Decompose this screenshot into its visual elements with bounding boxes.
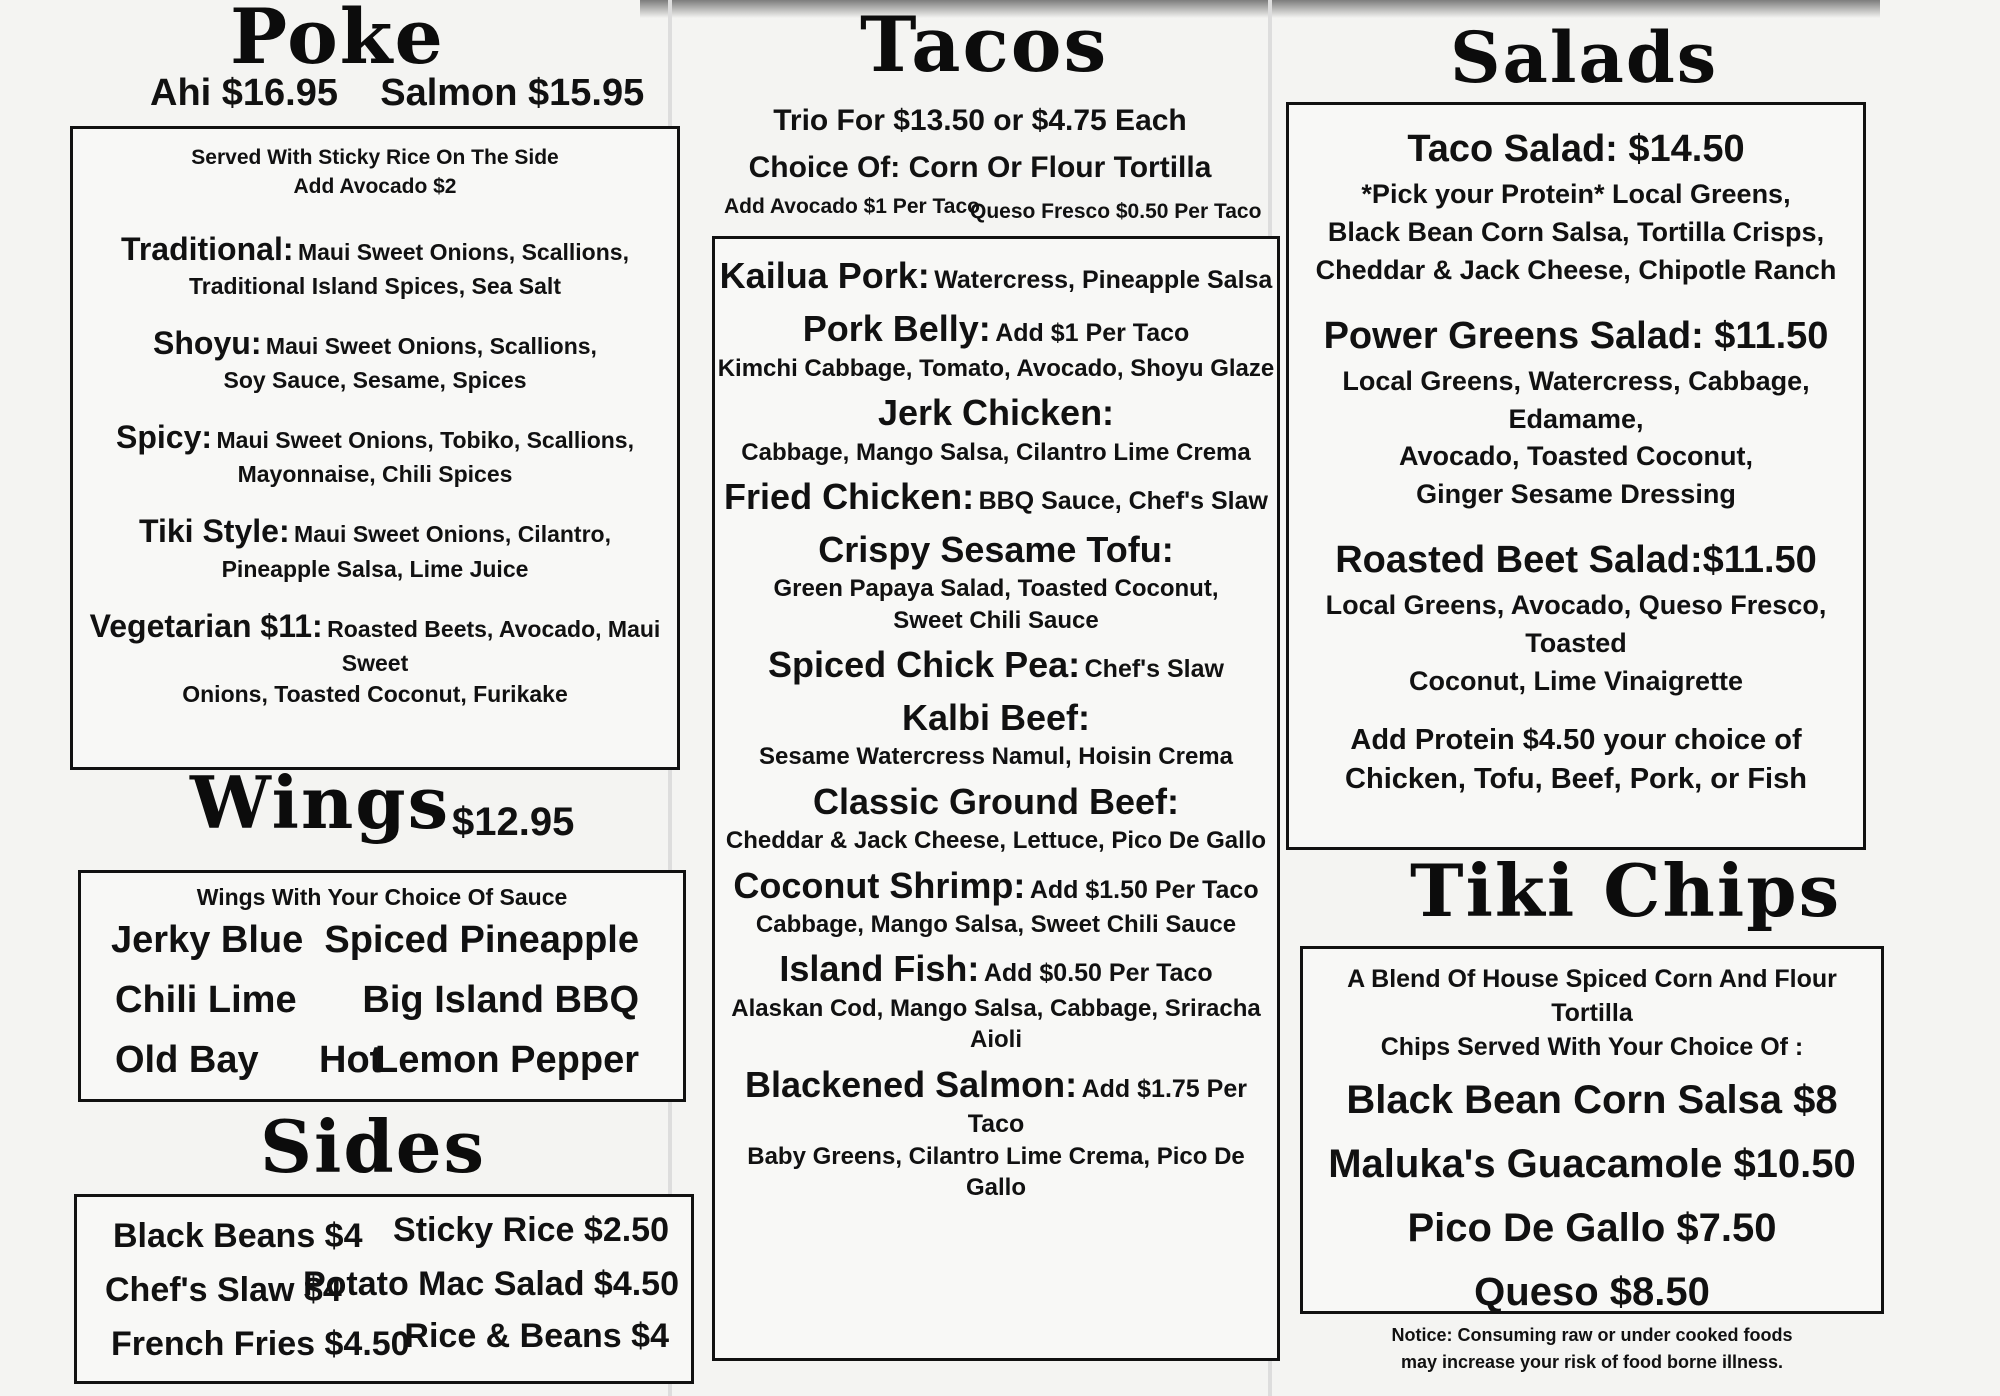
poke-item-desc-2: Onions, Toasted Coconut, Furikake — [182, 680, 568, 707]
taco-item-name: Jerk Chicken: — [877, 391, 1115, 433]
chip-option: Queso $8.50 — [1474, 1270, 1710, 1315]
salad-items — [1289, 105, 1863, 701]
tacos-tortilla: Choice Of: Corn Or Flour Tortilla — [748, 150, 1212, 184]
sauce-spiced-pineapple: Spiced Pineapple — [324, 919, 639, 962]
poke-item-desc-2: Mayonnaise, Chili Spices — [237, 461, 513, 488]
taco-item-name: Kalbi Beef: — [901, 696, 1091, 738]
salad-item-desc: Ginger Sesame Dressing — [1416, 479, 1736, 510]
poke-box — [70, 126, 680, 770]
tacos-addon-avocado: Add Avocado $1 Per Taco — [724, 195, 980, 218]
poke-item-desc: Maui Sweet Onions, Scallions, — [265, 333, 597, 360]
taco-item-line — [715, 695, 1277, 742]
salad-item-desc: Local Greens, Avocado, Queso Fresco, Toasted — [1325, 590, 1827, 658]
taco-item-name: Spiced Chick Pea: — [768, 643, 1081, 685]
side-sticky-rice: Sticky Rice $2.50 — [393, 1211, 669, 1249]
food-notice — [1300, 1322, 1884, 1376]
poke-item-desc-2: Soy Sauce, Sesame, Spices — [223, 367, 527, 394]
taco-item-desc: Baby Greens, Cilantro Lime Crema, Pico De Gallo — [747, 1142, 1245, 1202]
chips-title: Tiki Chips — [1410, 848, 1842, 933]
taco-item-extra: Add $0.50 Per Taco — [983, 959, 1213, 988]
sides-title: Sides — [260, 1104, 487, 1189]
poke-item-line — [73, 605, 677, 679]
taco-items — [715, 239, 1277, 1203]
poke-item — [73, 605, 677, 710]
taco-item — [715, 527, 1277, 636]
taco-item-desc: Cabbage, Mango Salsa, Sweet Chili Sauce — [755, 911, 1237, 939]
poke-item-desc: Maui Sweet Onions, Cilantro, — [294, 521, 611, 548]
taco-item — [715, 306, 1277, 384]
salad-item-name: Taco Salad: $14.50 — [1407, 128, 1745, 170]
salad-item — [1289, 310, 1863, 514]
wings-sauces — [81, 913, 683, 1093]
salad-item-desc: Black Bean Corn Salsa, Tortilla Crisps, — [1327, 216, 1825, 247]
poke-item — [73, 510, 677, 584]
tacos-title: Tacos — [860, 0, 1109, 89]
taco-item-line — [715, 527, 1277, 574]
taco-item-desc: Green Papaya Salad, Toasted Coconut, — [773, 575, 1219, 603]
chips-intro — [1303, 963, 1881, 1064]
protein-line-2: Chicken, Tofu, Beef, Pork, or Fish — [1345, 762, 1807, 795]
taco-item-line — [715, 642, 1277, 689]
taco-item-line — [715, 1062, 1277, 1141]
taco-item-desc: Cabbage, Mango Salsa, Cilantro Lime Crema — [741, 438, 1251, 466]
taco-item-extra: Add $1.50 Per Taco — [1029, 875, 1259, 904]
sauce-chili-lime: Chili Lime — [115, 979, 297, 1022]
chip-option: Maluka's Guacamole $10.50 — [1328, 1142, 1856, 1187]
side-french-fries: French Fries $4.50 — [111, 1325, 410, 1363]
taco-item-desc-2: Sweet Chili Sauce — [893, 606, 1099, 634]
taco-item-extra: Add $1.75 Per Taco — [967, 1074, 1247, 1139]
taco-item — [715, 1062, 1277, 1204]
poke-item-line — [73, 322, 677, 365]
side-black-beans: Black Beans $4 — [113, 1217, 363, 1255]
taco-item-line — [715, 306, 1277, 353]
chip-option: Pico De Gallo $7.50 — [1407, 1206, 1777, 1251]
wings-note: Wings With Your Choice Of Sauce — [196, 884, 568, 910]
taco-item-name: Island Fish: — [779, 948, 980, 990]
taco-item-name: Pork Belly: — [802, 307, 991, 349]
side-chefs-slaw: Chef's Slaw $4 — [105, 1271, 342, 1309]
poke-prices: Ahi $16.95 Salmon $15.95 — [150, 72, 645, 114]
taco-item-line — [715, 474, 1277, 521]
sides-box — [74, 1194, 694, 1384]
taco-item — [715, 474, 1277, 521]
poke-item-name: Spicy: — [116, 419, 213, 456]
salad-item-desc: Coconut, Lime Vinaigrette — [1408, 665, 1744, 696]
taco-item — [715, 253, 1277, 300]
poke-notes — [73, 143, 677, 202]
tacos-pricing: Trio For $13.50 or $4.75 Each — [773, 104, 1187, 137]
side-rice-beans: Rice & Beans $4 — [404, 1317, 669, 1355]
poke-item-line — [73, 228, 677, 271]
taco-item-extra: Chef's Slaw — [1084, 654, 1224, 683]
poke-item — [73, 416, 677, 490]
poke-item-name: Traditional: — [121, 230, 294, 267]
sauce-big-island-bbq: Big Island BBQ — [362, 979, 639, 1022]
poke-item-desc-2: Traditional Island Spices, Sea Salt — [189, 272, 561, 299]
taco-item — [715, 863, 1277, 941]
salad-item-desc: *Pick your Protein* Local Greens, — [1361, 179, 1791, 210]
taco-item-line — [715, 253, 1277, 300]
sauce-jerky-blue: Jerky Blue — [111, 919, 304, 962]
taco-item-desc: Alaskan Cod, Mango Salsa, Cabbage, Sriracha Aioli — [731, 995, 1261, 1054]
sauce-old-bay: Old Bay — [115, 1039, 259, 1082]
tacos-header-lines — [680, 98, 1280, 191]
poke-item-desc: Roasted Beets, Avocado, Maui Sweet — [327, 615, 661, 676]
taco-item-line — [715, 946, 1277, 993]
taco-item-line — [715, 390, 1277, 437]
poke-note-rice: Served With Sticky Rice On The Side — [191, 146, 559, 169]
poke-item — [73, 322, 677, 396]
taco-item-desc: Cheddar & Jack Cheese, Lettuce, Pico De Gallo — [725, 827, 1267, 855]
sides-items — [77, 1197, 691, 1377]
notice-line-2: may increase your risk of food borne illness. — [1400, 1352, 1784, 1372]
poke-item — [73, 228, 677, 302]
taco-item-extra: Add $1 Per Taco — [995, 318, 1190, 347]
taco-item-name: Kailua Pork: — [719, 255, 930, 296]
taco-item — [715, 779, 1277, 857]
chips-intro-1: A Blend Of House Spiced Corn And Flour Tortilla — [1347, 965, 1837, 1027]
poke-title: Poke — [230, 0, 445, 81]
salad-item-name: Roasted Beet Salad:$11.50 — [1335, 538, 1817, 581]
wings-price: $12.95 — [452, 800, 575, 844]
left-panel — [0, 0, 700, 1396]
taco-item — [715, 642, 1277, 689]
poke-item-desc: Maui Sweet Onions, Scallions, — [297, 238, 629, 265]
salad-item-desc: Cheddar & Jack Cheese, Chipotle Ranch — [1315, 254, 1837, 285]
taco-item-line — [715, 863, 1277, 910]
taco-item-name: Classic Ground Beef: — [812, 780, 1180, 822]
poke-item-name: Vegetarian $11: — [89, 607, 323, 644]
poke-item-line — [73, 416, 677, 459]
taco-item-extra: BBQ Sauce, Chef's Slaw — [978, 486, 1268, 515]
tacos-addon-queso: Queso Fresco $0.50 Per Taco — [970, 200, 1262, 223]
salad-item — [1289, 123, 1863, 290]
taco-item-name: Fried Chicken: — [724, 475, 975, 517]
salad-item-desc: Avocado, Toasted Coconut, — [1398, 441, 1754, 472]
chip-option: Black Bean Corn Salsa $8 — [1346, 1078, 1838, 1123]
tacos-box — [712, 236, 1280, 1361]
salads-protein — [1289, 721, 1863, 799]
taco-item — [715, 390, 1277, 468]
protein-line-1: Add Protein $4.50 your choice of — [1350, 723, 1802, 756]
side-potato-mac: Potato Mac Salad $4.50 — [302, 1265, 679, 1303]
poke-item-desc: Maui Sweet Onions, Tobiko, Scallions, — [216, 427, 634, 454]
chips-intro-2: Chips Served With Your Choice Of : — [1380, 1032, 1804, 1061]
poke-item-name: Shoyu: — [153, 325, 262, 362]
taco-item — [715, 946, 1277, 1055]
taco-item-name: Coconut Shrimp: — [733, 864, 1026, 906]
poke-item-desc-2: Pineapple Salsa, Lime Juice — [221, 555, 529, 582]
taco-item-extra: Watercress, Pineapple Salsa — [934, 266, 1273, 294]
taco-item — [715, 695, 1277, 773]
chip-items — [1303, 1068, 1881, 1324]
right-panel — [1280, 0, 1900, 1396]
salad-item — [1289, 534, 1863, 701]
middle-panel — [680, 0, 1280, 1396]
taco-item-name: Blackened Salmon: — [745, 1063, 1078, 1105]
wings-box — [78, 870, 686, 1102]
sauce-lemon-pepper: Lemon Pepper — [375, 1039, 639, 1082]
notice-line-1: Notice: Consuming raw or under cooked foods — [1391, 1325, 1793, 1345]
taco-item-desc: Kimchi Cabbage, Tomato, Avocado, Shoyu Glaze — [717, 354, 1275, 382]
sauce-hot: Hot — [319, 1039, 383, 1082]
chips-box — [1300, 946, 1884, 1314]
salad-item-desc: Local Greens, Watercress, Cabbage, Edamame, — [1342, 365, 1810, 434]
salad-item-name: Power Greens Salad: $11.50 — [1323, 314, 1829, 357]
poke-note-avocado: Add Avocado $2 — [293, 175, 457, 199]
salads-title: Salads — [1450, 16, 1719, 99]
poke-item-line — [73, 510, 677, 553]
poke-item-name: Tiki Style: — [139, 513, 290, 550]
taco-item-line — [715, 779, 1277, 826]
wings-title: Wings — [190, 760, 451, 845]
poke-items — [73, 228, 677, 710]
taco-item-desc: Sesame Watercress Namul, Hoisin Crema — [759, 743, 1233, 771]
salads-box — [1286, 102, 1866, 850]
taco-item-name: Crispy Sesame Tofu: — [818, 528, 1174, 570]
